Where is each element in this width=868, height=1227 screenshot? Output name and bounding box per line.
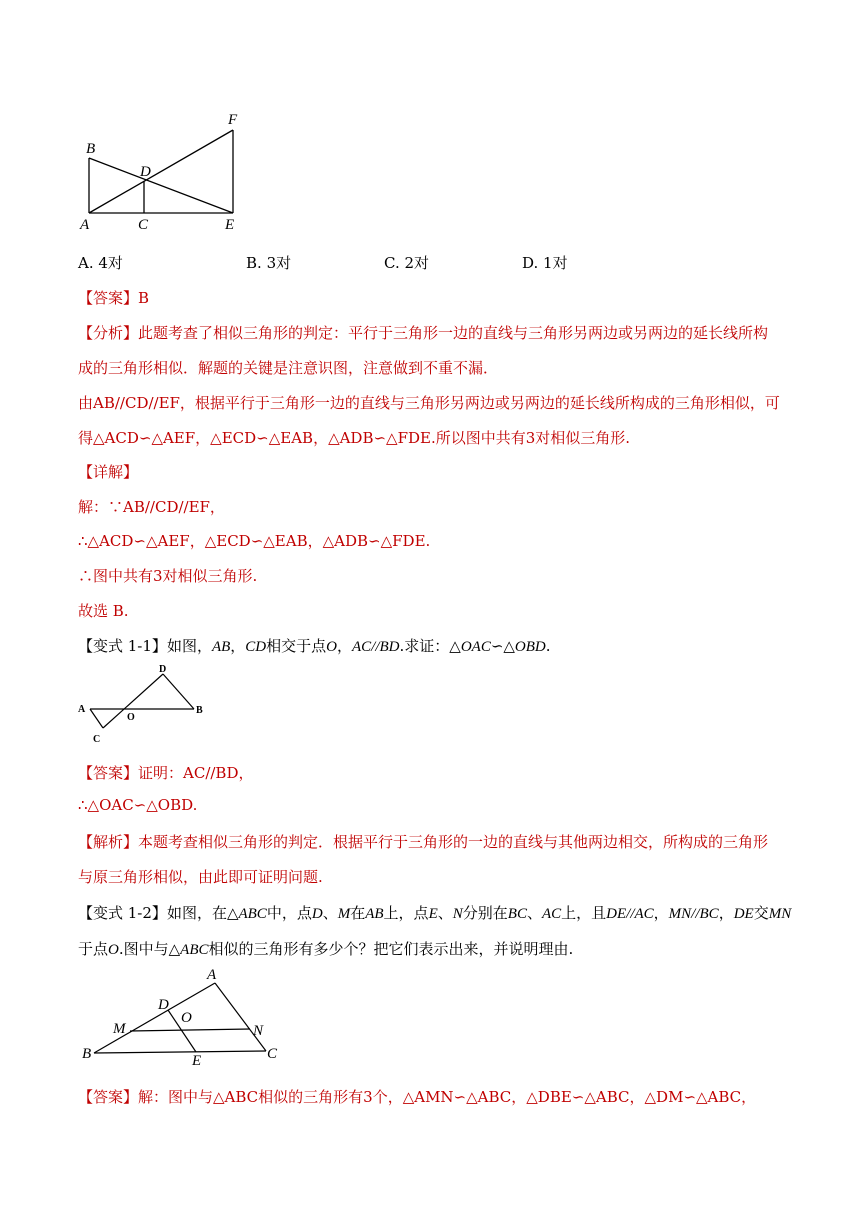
answer-1: 【答案】B	[78, 289, 150, 307]
variant-1-2-line-1-run: DE//AC	[606, 906, 654, 922]
figure-intersecting-segments	[72, 660, 222, 750]
explain-line-2: 与原三角形相似，由此即可证明问题.	[78, 868, 323, 886]
variant-1-2-line-1-run: 上，且	[561, 904, 607, 922]
variant-1-2-line-1-run: 中，点	[266, 904, 312, 922]
variant-1-2-line-1-run: 、	[526, 904, 542, 922]
analysis-line-4: 得△ACD∽△AEF，△ECD∽△EAB，△ADB∽△FDE.所以图中共有3对相似三角形.	[78, 429, 631, 447]
detail-line-3: ∴图中共有3对相似三角形.	[78, 567, 258, 585]
variant-1-2-line-2-run: 于点	[78, 940, 109, 958]
option-b: B. 3对	[246, 254, 292, 272]
analysis-tag: 【分析】	[78, 324, 139, 342]
variant-1-2-line-1-run: 如图，在△	[166, 904, 239, 922]
variant-1-2-line-1: 【变式 1-2】如图，在△ABC中，点D、M在AB上，点E、N分别在BC、AC上，且DE//AC，MN//BC，DE交MN	[78, 904, 792, 922]
variant-1-2-line-1-run: ，	[718, 904, 734, 922]
analysis-line-1: 【分析】此题考查了相似三角形的判定：平行于三角形一边的直线与三角形另两边或另两边的延长线所构	[78, 324, 769, 342]
label-B: B	[82, 1046, 92, 1062]
variant-1-2-line-1-run: DE	[733, 906, 754, 922]
variant-1-2-line-2-run: ABC	[180, 942, 209, 958]
variant-1-2-line-1-run: N	[452, 906, 463, 922]
variant-1-2-line-1-run: 、	[322, 904, 338, 922]
answer-tag: 【答案】	[78, 289, 139, 307]
figure-triangle-abc	[78, 965, 288, 1070]
variant-1-1-question: 【变式 1-1】如图，AB，CD相交于点O，AC//BD.求证：△OAC∽△OBD.	[78, 637, 551, 655]
label-B: B	[196, 705, 203, 716]
answer-2-line-2: ∴△OAC∽△OBD.	[78, 796, 198, 814]
variant-1-2-line-2-run: .图中与△	[118, 940, 181, 958]
detail-line-4: 故选 B.	[78, 602, 129, 620]
variant-1-2-line-1-run: 分别在	[462, 904, 508, 922]
variant-1-2-line-1-run: 在	[350, 904, 366, 922]
label-N: N	[253, 1023, 264, 1039]
analysis-line-2: 成的三角形相似．解题的关键是注意识图，注意做到不重不漏．	[78, 359, 499, 377]
label-E: E	[225, 217, 235, 233]
label-C: C	[138, 217, 149, 233]
variant-1-2-line-1-run: AB	[365, 906, 384, 922]
variant-1-2-line-1-run: 、	[437, 904, 453, 922]
label-M: M	[113, 1021, 126, 1037]
label-F: F	[228, 112, 238, 128]
variant-1-2-line-1-run: 交	[753, 904, 769, 922]
label-A: A	[207, 967, 217, 983]
variant-1-2-line-1-run: 上，点	[383, 904, 429, 922]
variant-1-2-line-1-run: M	[337, 906, 351, 922]
explain-line-1: 【解析】本题考查相似三角形的判定．根据平行于三角形的一边的直线与其他两边相交，所构成的三角形	[78, 833, 769, 851]
label-O: O	[181, 1010, 192, 1026]
label-A: A	[80, 217, 90, 233]
variant-1-2-line-1-run: AC	[541, 906, 562, 922]
analysis-line-3: 由AB//CD//EF，根据平行于三角形一边的直线与三角形另两边或另两边的延长线所构成的三角形相似，可	[78, 394, 780, 412]
detail-tag: 【详解】	[78, 463, 139, 481]
label-C: C	[267, 1046, 278, 1062]
answer-3: 【答案】解：图中与△ABC相似的三角形有3个，△AMN∽△ABC，△DBE∽△ABC，△DM∽△ABC，	[78, 1088, 757, 1106]
variant-1-2-line-2	[78, 938, 573, 959]
label-E: E	[192, 1053, 202, 1069]
option-c: C. 2对	[384, 254, 430, 272]
option-a: A. 4对	[78, 254, 123, 272]
variant-1-2-line-1-run: MN//BC	[668, 906, 719, 922]
answer-2-line-1: 【答案】证明：AC//BD，	[78, 764, 254, 782]
variant-1-2-line-1-run: ABC	[238, 906, 267, 922]
detail-line-1: 解：∵AB//CD//EF，	[78, 498, 225, 516]
label-A: A	[78, 704, 86, 715]
variant-1-2-line-2-run: 相似的三角形有多少个？把它们表示出来，并说明理由.	[208, 940, 574, 958]
label-B: B	[86, 141, 96, 157]
label-C: C	[93, 734, 101, 745]
variant-1-2-line-1-run: D	[311, 906, 323, 922]
label-D: D	[140, 164, 151, 180]
label-D: D	[159, 664, 167, 675]
variant-1-2-line-1-run: E	[428, 906, 438, 922]
detail-line-2: ∴△ACD∽△AEF，△ECD∽△EAB，△ADB∽△FDE.	[78, 532, 431, 550]
variant-1-2-line-1-run: ，	[653, 904, 669, 922]
variant-1-2-line-1-run: MN	[768, 906, 792, 922]
option-d: D. 1对	[522, 254, 568, 272]
label-D: D	[158, 997, 169, 1013]
figure-similar-triangles-1	[78, 108, 258, 236]
variant-1-2-line-1-run: BC	[507, 906, 527, 922]
variant-1-2-line-2-run: O	[108, 942, 119, 958]
label-O: O	[127, 712, 135, 723]
